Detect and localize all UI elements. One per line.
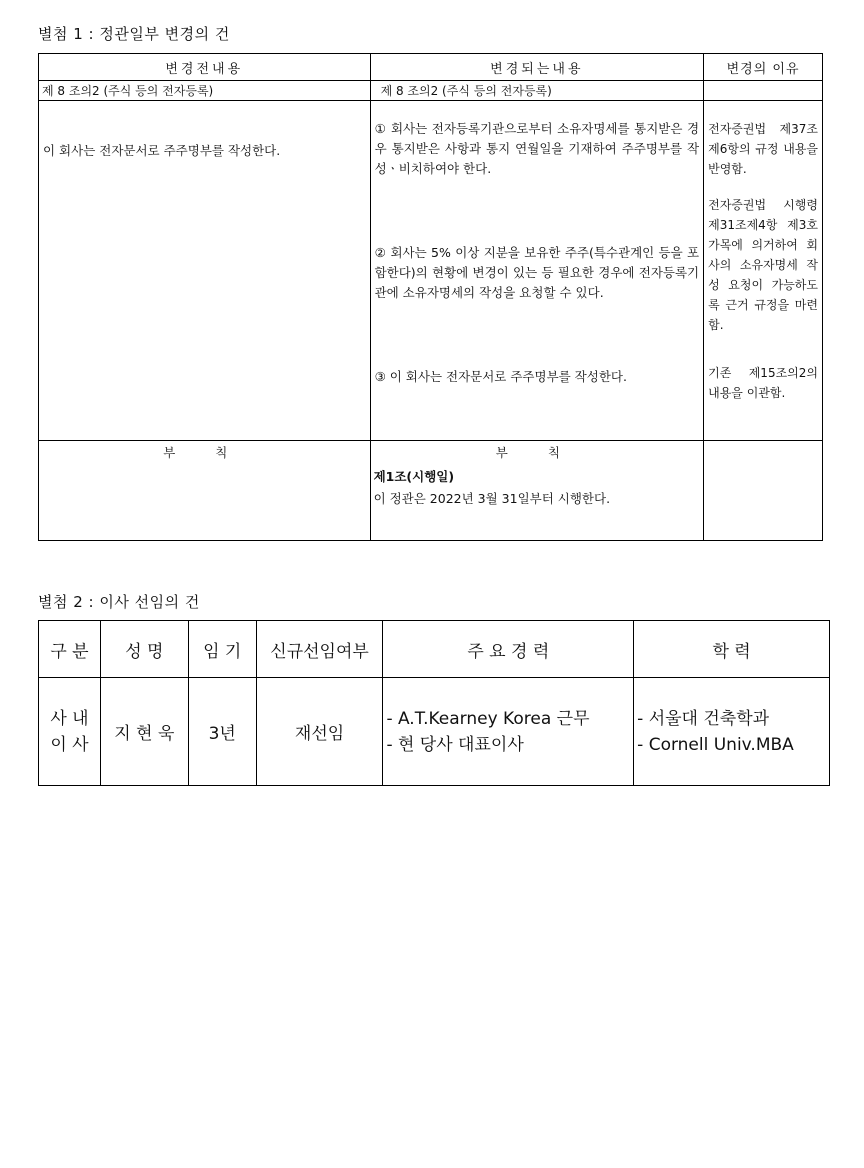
director-title: 별첨 2 : 이사 선임의 건 [38, 593, 200, 611]
before-text: 이 회사는 전자문서로 주주명부를 작성한다. [43, 143, 281, 158]
header-education: 학 력 [634, 621, 830, 678]
reason-paragraph-1: 전자증권법 제37조제6항의 규정 내용을 반영함. [708, 122, 818, 176]
header-name: 성 명 [100, 621, 188, 678]
header-after: 변경되는내용 [370, 54, 704, 81]
amendment-body-row [39, 101, 823, 441]
before-cell [39, 101, 371, 441]
article-after: 제 8 조의2 (주식 등의 전자등록) [370, 81, 704, 101]
appendix-reason-empty [704, 441, 823, 541]
name-cell: 지 현 욱 [100, 678, 188, 786]
director-table [38, 620, 830, 786]
article-reason-empty [704, 81, 823, 101]
header-new-flag: 신규선임여부 [256, 621, 383, 678]
reason-paragraph-3: 기존 제15조의2의 내용을 이관함. [708, 366, 818, 400]
after-cell [370, 101, 704, 441]
education-item-1: - 서울대 건축학과 [637, 708, 770, 729]
appendix-after-title: 부 칙 [495, 445, 578, 460]
category-line-2: 이 사 [50, 734, 89, 755]
appendix-row [39, 441, 823, 541]
appendix-after-cell [370, 441, 704, 541]
education-cell [634, 678, 830, 786]
header-before: 변경전내용 [39, 54, 371, 81]
term-cell: 3년 [188, 678, 256, 786]
career-item-2: - 현 당사 대표이사 [386, 734, 524, 755]
reason-paragraph-2: 전자증권법 시행령 제31조제4항 제3호가목에 의거하여 회사의 소유자명세 작성 요청이 가능하도록 근거 규정을 마련함. [708, 198, 818, 332]
header-category: 구 분 [39, 621, 101, 678]
appendix-article: 제1조(시행일) [373, 469, 455, 484]
article-row [39, 81, 823, 101]
header-career: 주 요 경 력 [383, 621, 634, 678]
appendix-text: 이 정관은 2022년 3월 31일부터 시행한다. [373, 491, 611, 506]
new-flag-cell: 재선임 [256, 678, 383, 786]
reason-cell [704, 101, 823, 441]
education-item-2: - Cornell Univ.MBA [637, 734, 794, 755]
after-paragraph-1: ① 회사는 전자등록기관으로부터 소유자명세를 통지받은 경우 통지받은 사항과 통지 연월일을 기재하여 주주명부를 작성ㆍ비치하여야 한다. [374, 121, 700, 176]
table-row [39, 678, 830, 786]
amendment-title: 별첨 1 : 정관일부 변경의 건 [38, 25, 230, 43]
header-reason: 변경의 이유 [704, 54, 823, 81]
amendment-header-row [39, 54, 823, 81]
director-header-row [39, 621, 830, 678]
after-paragraph-2: ② 회사는 5% 이상 지분을 보유한 주주(특수관계인 등을 포함한다)의 현황에 변경이 있는 등 필요한 경우에 전자등록기관에 소유자명세의 작성을 요청할 수 있다. [374, 245, 700, 300]
career-cell [383, 678, 634, 786]
header-term: 임 기 [188, 621, 256, 678]
after-paragraph-3: ③ 이 회사는 전자문서로 주주명부를 작성한다. [374, 369, 627, 384]
career-item-1: - A.T.Kearney Korea 근무 [386, 708, 590, 729]
category-cell [39, 678, 101, 786]
amendment-table [38, 53, 823, 541]
article-before: 제 8 조의2 (주식 등의 전자등록) [39, 81, 371, 101]
appendix-before-title: 부 칙 [163, 445, 246, 460]
category-line-1: 사 내 [50, 708, 89, 729]
appendix-before-cell [39, 441, 371, 541]
